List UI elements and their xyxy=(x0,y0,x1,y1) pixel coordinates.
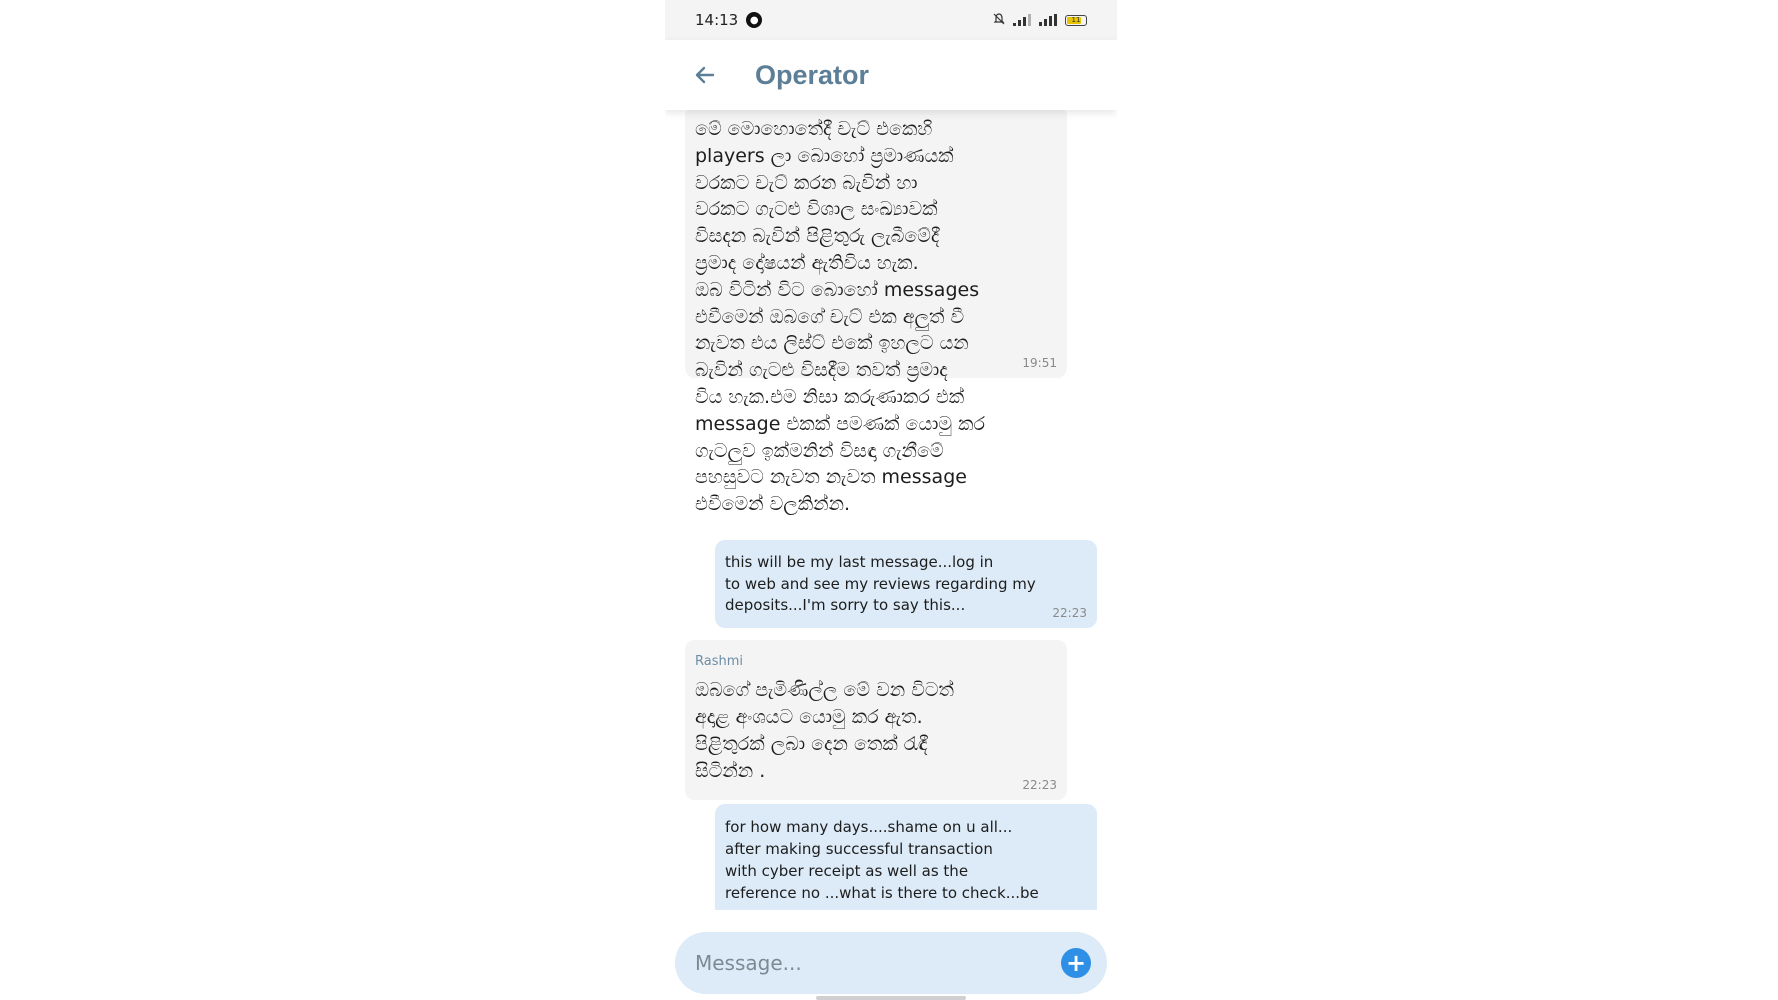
message-list[interactable] xyxy=(665,110,1117,910)
status-time: 14:13 xyxy=(695,11,739,29)
message-text xyxy=(695,116,1057,518)
message-bubble-outgoing xyxy=(715,804,1097,910)
message-time: 22:23 xyxy=(1022,778,1057,792)
status-icons xyxy=(993,13,1087,28)
message-line: මේ මොහොතේදී චැට් එකෙහි xyxy=(695,118,933,140)
message-line: බැවින් ගැටළු විසදීම තවත් ප්‍රමාද xyxy=(695,359,948,382)
phone-screen xyxy=(665,0,1117,1000)
message-line: deposits...I'm sorry to say this... xyxy=(725,596,966,614)
message-line: එවීමෙන් වලකින්න. xyxy=(695,493,851,516)
app-bar xyxy=(665,40,1117,110)
message-text xyxy=(725,816,1087,904)
arrow-left-icon xyxy=(693,63,717,87)
notification-icon: ● xyxy=(746,12,762,28)
message-line: නැවත එය ලිස්ට් එකේ ඉහලට යන xyxy=(695,332,969,355)
message-line: to web and see my reviews regarding my xyxy=(725,574,1036,593)
battery-level: 11 xyxy=(1071,16,1081,24)
message-line: message එකක් පමණක් යොමු කර xyxy=(695,412,985,435)
message-line: ගැටලුව ඉක්මනින් විසඳා ගැනීමේ xyxy=(695,439,944,462)
back-button[interactable] xyxy=(685,55,725,95)
message-line: සිටින්න . xyxy=(695,760,766,782)
battery-icon xyxy=(1065,15,1087,26)
message-line: එවීමෙන් ඔබගේ චැට් එක අලුත් වී xyxy=(695,305,965,328)
message-line: players ලා බොහෝ ප්‍රමාණයක් xyxy=(695,144,954,167)
message-time: 19:51 xyxy=(1022,356,1057,370)
mute-icon xyxy=(993,13,1005,28)
message-line: පිළිතුරක් ලබා දෙන තෙක් රැඳී xyxy=(695,733,928,755)
message-line: වරකට චැට් කරන බැවින් හා xyxy=(695,171,918,194)
message-text xyxy=(695,677,1057,785)
chat-title: Operator xyxy=(755,59,870,90)
message-line: reference no ...what is there to check...be xyxy=(725,884,1039,902)
message-bubble-incoming xyxy=(685,640,1067,800)
message-line: වරකට ගැටළු විශාල සංඛ්‍යාවක් xyxy=(695,198,938,221)
message-input[interactable] xyxy=(695,951,1061,975)
signal-icon xyxy=(1013,14,1031,26)
signal-4g-icon xyxy=(1039,14,1057,26)
message-line: අදාළ අංශයට යොමු කර ඇත. xyxy=(695,706,923,728)
message-line: ඔබගේ පැමිණිල්ල මේ වන විටත් xyxy=(695,679,954,701)
message-composer xyxy=(675,932,1107,994)
message-line: ප්‍රමාද දෝෂයන් ඇතිවිය හැක. xyxy=(695,251,919,274)
message-text xyxy=(725,552,1087,617)
plus-circle-icon[interactable]: + xyxy=(1061,948,1091,978)
message-bubble-outgoing xyxy=(715,540,1097,628)
message-bubble-incoming xyxy=(685,110,1067,516)
status-bar xyxy=(665,0,1117,40)
sender-name: Rashmi xyxy=(695,654,744,669)
message-line: ඔබ විටින් විට බොහෝ messages xyxy=(695,278,980,301)
message-line: විසදන බැවින් පිළිතුරු ලැබීමේදී xyxy=(695,225,940,248)
message-line: විය හැක.එම නිසා කරුණාකර එක් xyxy=(695,385,965,408)
message-line: this will be my last message...log in xyxy=(725,553,994,571)
status-left xyxy=(695,11,762,29)
message-line: with cyber receipt as well as the xyxy=(725,862,969,880)
home-indicator xyxy=(816,996,966,1000)
message-line: after making successful transaction xyxy=(725,840,993,858)
message-time: 22:23 xyxy=(1052,606,1087,620)
message-line: පහසුවට නැවත නැවත message xyxy=(695,466,967,489)
message-line: for how many days....shame on u all... xyxy=(725,818,1013,836)
